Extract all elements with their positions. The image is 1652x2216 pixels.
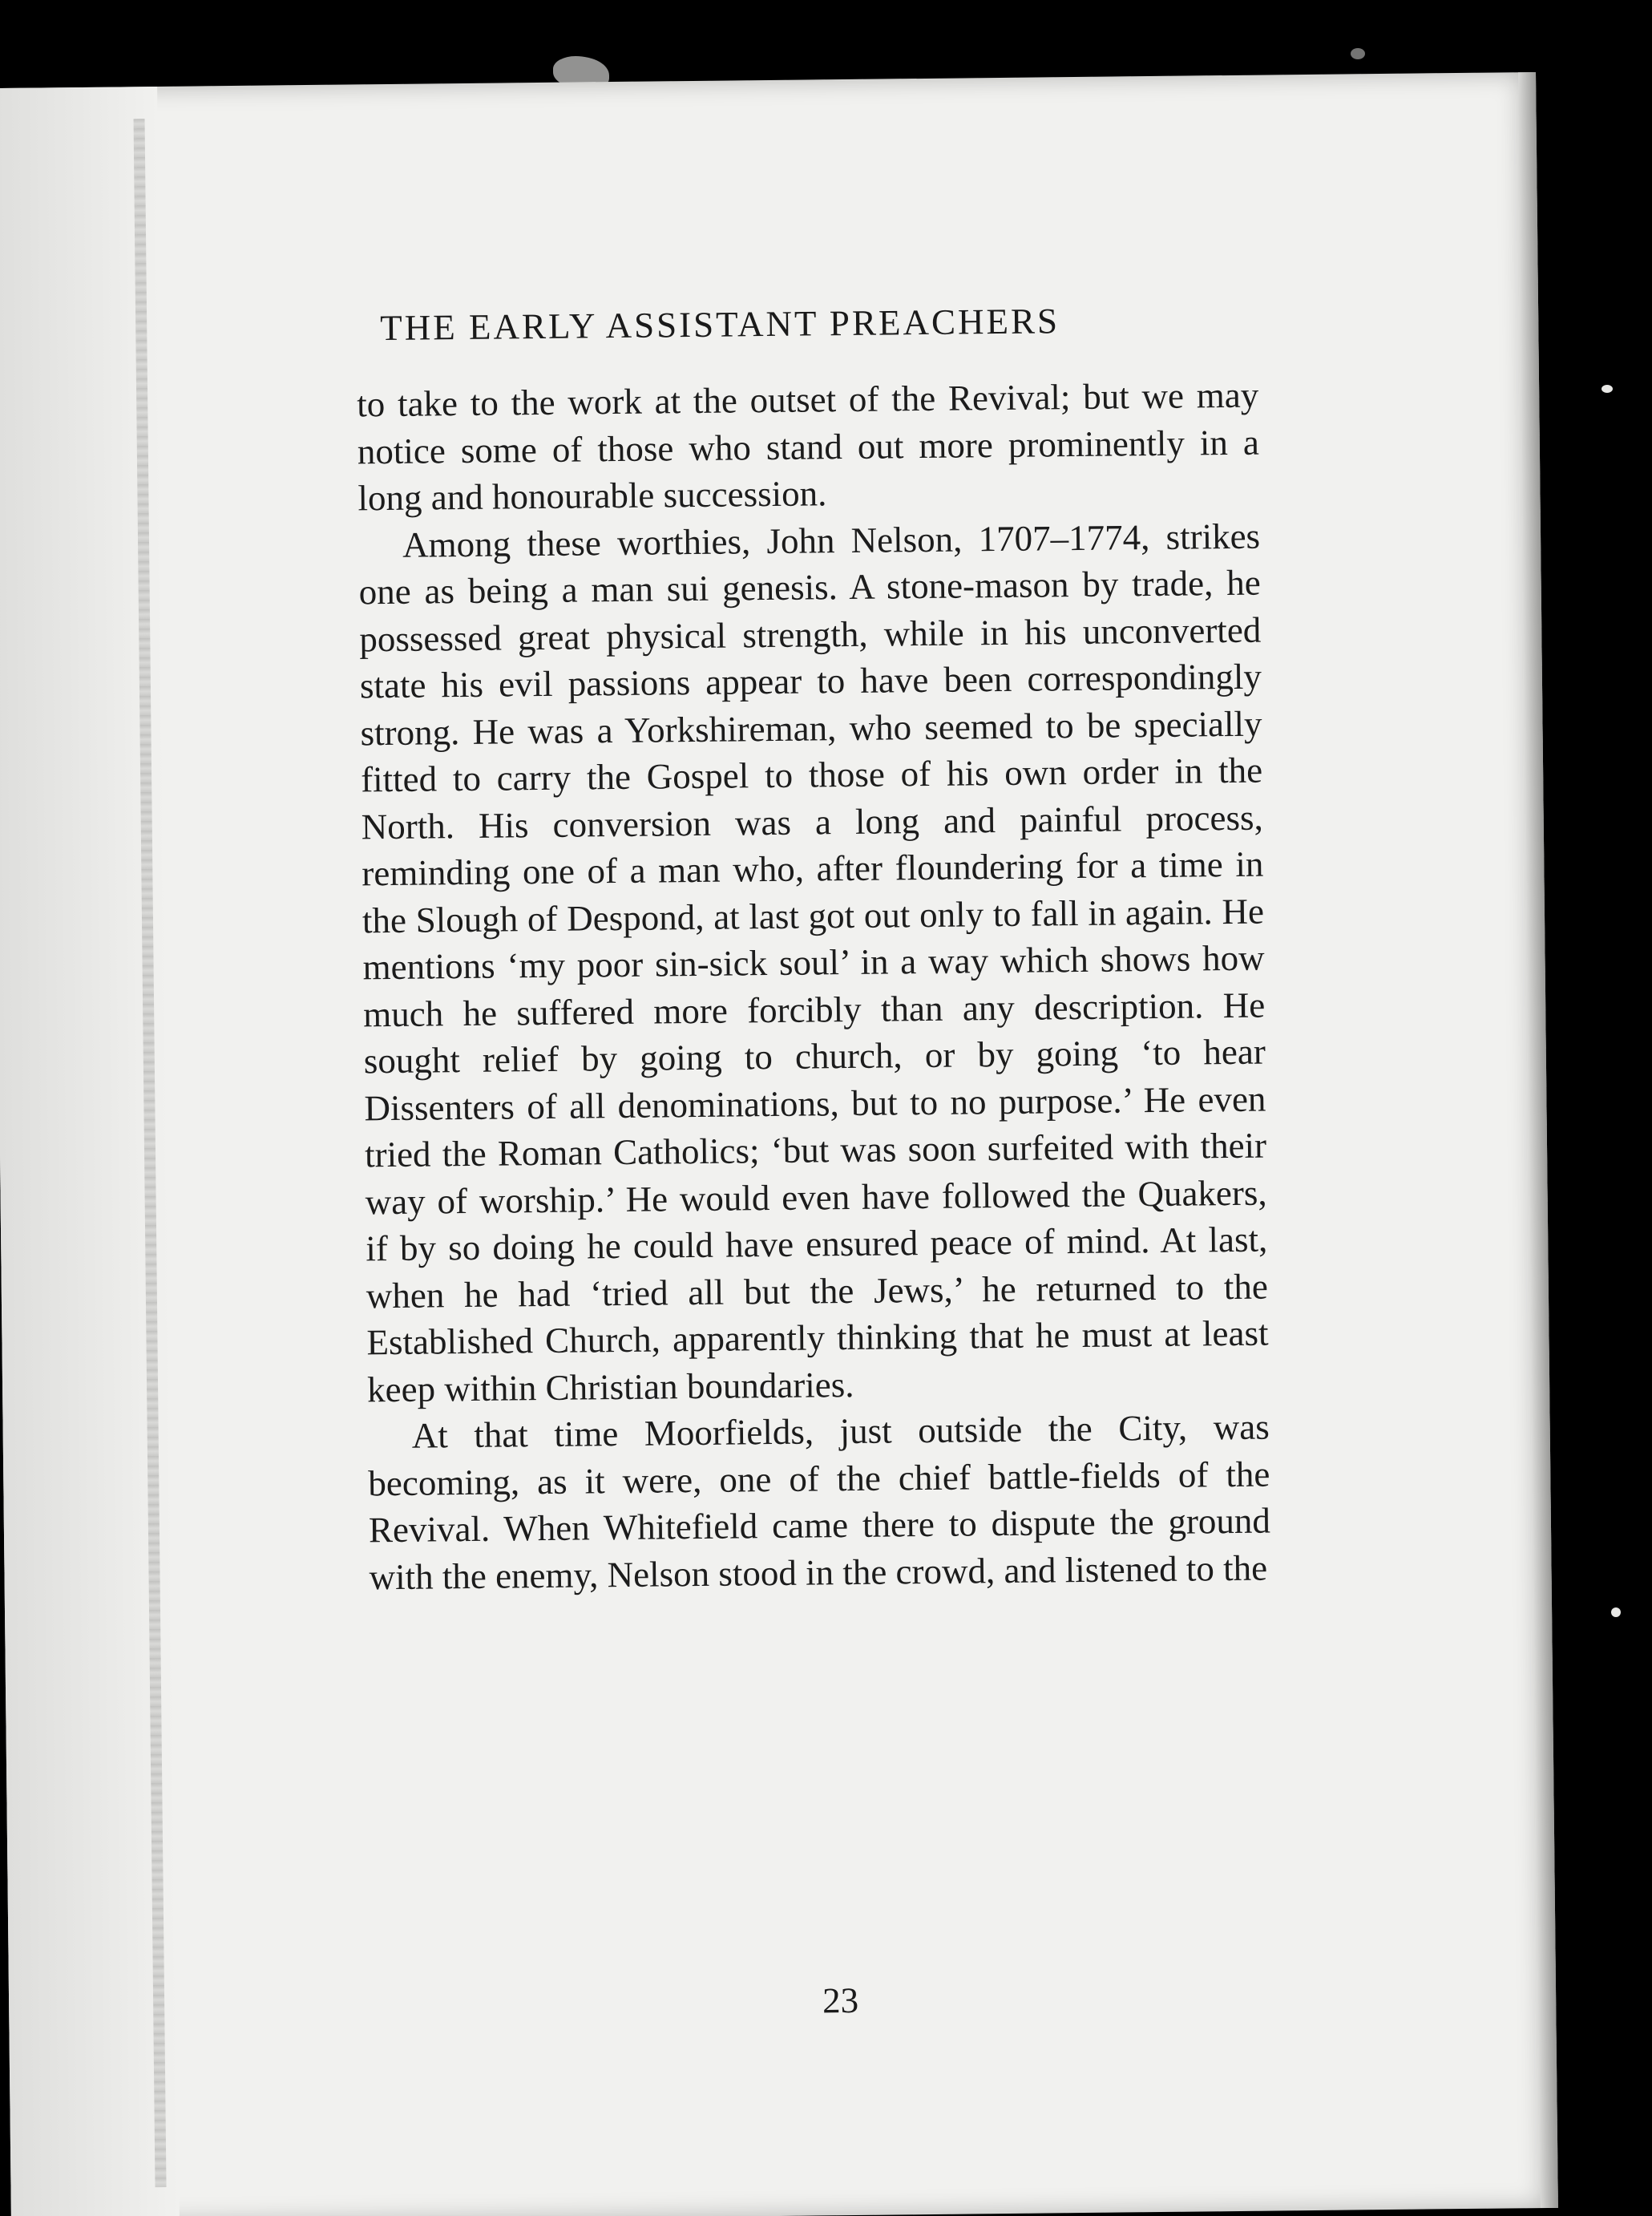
scan-speck [1351, 48, 1365, 59]
scan-speck [1602, 385, 1613, 393]
book-page [0, 72, 1558, 2216]
body-text [357, 372, 1271, 1601]
page-number: 23 [822, 1979, 859, 2021]
scan-speck [1611, 1607, 1621, 1617]
running-head: THE EARLY ASSISTANT PREACHERS [379, 301, 1060, 349]
paragraph-1: to take to the work at the outset of the Revival; but we may notice some of those who stand out more prominently in a long and honourable succession. [356, 374, 1260, 519]
paragraph-3: At that time Moorfields, just outside the City, was becoming, as it were, one of the chief battle-fields of the Revival. When Whitefield came there to dispute the ground with the enemy, Nelson stood in the crowd, and listened to the [368, 1406, 1271, 1597]
paragraph-2: Among these worthies, John Nelson, 1707–1774, strikes one as being a man sui genesis. A stone-mason by trade, he possessed great physical strength, while in his unconverted state his evil passions appear to have been correspondingly strong. He was a Yorkshireman, who seemed to be specially fitted to carry the Gospel to those of his own order in the North. His conversion was a long and painful process, reminding one of a man who, after floundering for a time in the Slough of Despond, at last got out only to fall in again. He mentions ‘my poor sin-sick soul’ in a way which shows how much he suffered more forcibly than any description. He sought relief by going to church, or by going ‘to hear Dissenters of all denominations, but to no purpose.’ He even tried the Roman Catholics; ‘but was soon surfeited with their way of worship.’ He would even have followed the Quakers, if by so doing he could have ensured peace of mind. At last, when he had ‘tried all but the Jews,’ he returned to the Established Church, apparently thinking that he must at least keep within Christian boundaries. [358, 516, 1269, 1409]
page-edge [1518, 72, 1558, 2208]
